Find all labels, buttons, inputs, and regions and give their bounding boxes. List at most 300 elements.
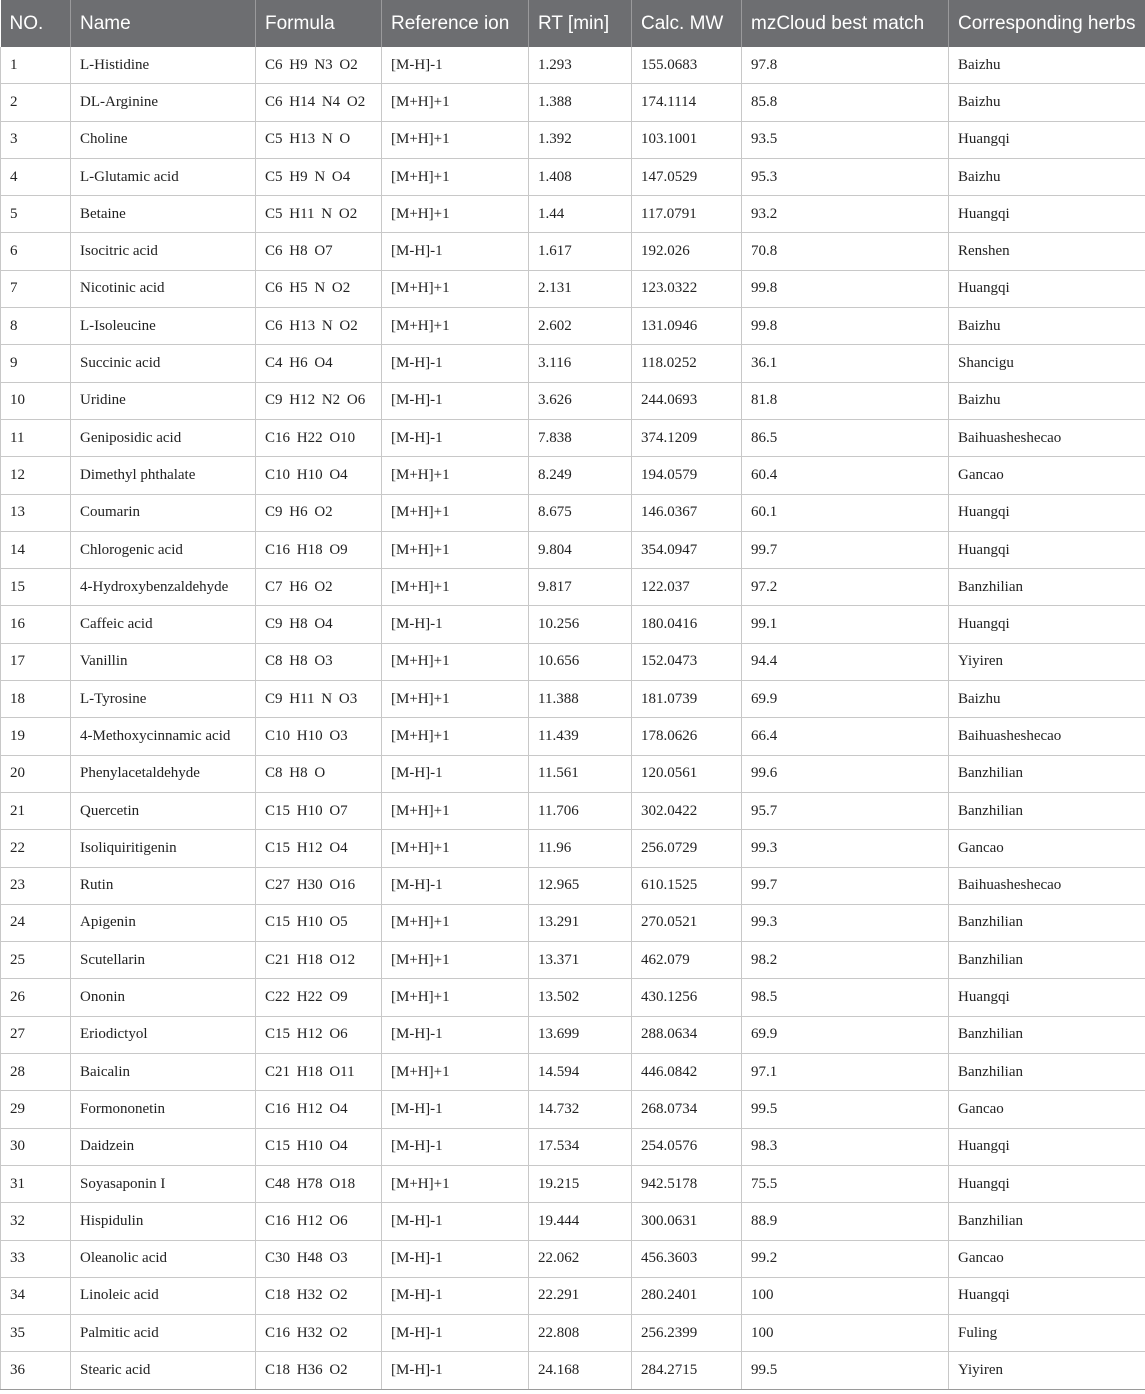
cell-herb: Yiyiren [949, 643, 1145, 680]
cell-herb: Banzhilian [949, 942, 1145, 979]
cell-mzcloud-match: 60.4 [742, 457, 949, 494]
cell-formula: C27 H30 O16 [256, 867, 382, 904]
cell-calc-mw: 942.5178 [632, 1165, 742, 1202]
table-row [1, 1128, 1145, 1165]
cell-name: L-Isoleucine [71, 308, 256, 345]
cell-no: 15 [1, 569, 71, 606]
cell-calc-mw: 181.0739 [632, 681, 742, 718]
cell-calc-mw: 270.0521 [632, 904, 742, 941]
cell-name: L-Glutamic acid [71, 158, 256, 195]
cell-rt: 2.602 [529, 308, 632, 345]
cell-formula: C9 H8 O4 [256, 606, 382, 643]
cell-reference-ion: [M+H]+1 [382, 84, 529, 121]
cell-mzcloud-match: 70.8 [742, 233, 949, 270]
cell-mzcloud-match: 98.5 [742, 979, 949, 1016]
table-row [1, 904, 1145, 941]
table-row [1, 233, 1145, 270]
cell-herb: Fuling [949, 1315, 1145, 1352]
cell-formula: C21 H18 O11 [256, 1054, 382, 1091]
cell-mzcloud-match: 81.8 [742, 382, 949, 419]
cell-formula: C5 H9 N O4 [256, 158, 382, 195]
cell-name: Choline [71, 121, 256, 158]
cell-mzcloud-match: 75.5 [742, 1165, 949, 1202]
cell-mzcloud-match: 99.7 [742, 867, 949, 904]
table-row [1, 569, 1145, 606]
cell-mzcloud-match: 99.8 [742, 270, 949, 307]
cell-calc-mw: 302.0422 [632, 792, 742, 829]
cell-calc-mw: 117.0791 [632, 196, 742, 233]
cell-mzcloud-match: 94.4 [742, 643, 949, 680]
cell-calc-mw: 354.0947 [632, 531, 742, 568]
cell-mzcloud-match: 36.1 [742, 345, 949, 382]
cell-no: 23 [1, 867, 71, 904]
cell-rt: 3.116 [529, 345, 632, 382]
cell-reference-ion: [M+H]+1 [382, 121, 529, 158]
cell-herb: Banzhilian [949, 1016, 1145, 1053]
cell-mzcloud-match: 100 [742, 1315, 949, 1352]
cell-rt: 24.168 [529, 1352, 632, 1389]
cell-reference-ion: [M-H]-1 [382, 345, 529, 382]
cell-calc-mw: 122.037 [632, 569, 742, 606]
table-row [1, 792, 1145, 829]
cell-name: Linoleic acid [71, 1277, 256, 1314]
cell-rt: 22.291 [529, 1277, 632, 1314]
cell-formula: C6 H14 N4 O2 [256, 84, 382, 121]
cell-herb: Gancao [949, 1240, 1145, 1277]
cell-formula: C6 H13 N O2 [256, 308, 382, 345]
cell-calc-mw: 146.0367 [632, 494, 742, 531]
cell-reference-ion: [M-H]-1 [382, 1315, 529, 1352]
cell-name: 4-Hydroxybenzaldehyde [71, 569, 256, 606]
cell-herb: Huangqi [949, 1128, 1145, 1165]
cell-calc-mw: 152.0473 [632, 643, 742, 680]
cell-reference-ion: [M+H]+1 [382, 830, 529, 867]
cell-herb: Baizhu [949, 681, 1145, 718]
cell-mzcloud-match: 100 [742, 1277, 949, 1314]
cell-rt: 19.444 [529, 1203, 632, 1240]
cell-formula: C18 H36 O2 [256, 1352, 382, 1389]
cell-rt: 13.371 [529, 942, 632, 979]
cell-reference-ion: [M+H]+1 [382, 643, 529, 680]
cell-mzcloud-match: 99.5 [742, 1352, 949, 1389]
cell-rt: 1.392 [529, 121, 632, 158]
cell-calc-mw: 456.3603 [632, 1240, 742, 1277]
cell-reference-ion: [M+H]+1 [382, 158, 529, 195]
cell-rt: 14.732 [529, 1091, 632, 1128]
cell-no: 13 [1, 494, 71, 531]
cell-reference-ion: [M-H]-1 [382, 1016, 529, 1053]
cell-name: Palmitic acid [71, 1315, 256, 1352]
table-row [1, 681, 1145, 718]
cell-herb: Huangqi [949, 121, 1145, 158]
cell-name: Eriodictyol [71, 1016, 256, 1053]
cell-name: Hispidulin [71, 1203, 256, 1240]
cell-formula: C10 H10 O3 [256, 718, 382, 755]
cell-name: Dimethyl phthalate [71, 457, 256, 494]
cell-no: 17 [1, 643, 71, 680]
cell-calc-mw: 430.1256 [632, 979, 742, 1016]
cell-no: 34 [1, 1277, 71, 1314]
cell-rt: 3.626 [529, 382, 632, 419]
cell-rt: 8.675 [529, 494, 632, 531]
cell-calc-mw: 120.0561 [632, 755, 742, 792]
cell-no: 14 [1, 531, 71, 568]
cell-herb: Baizhu [949, 308, 1145, 345]
cell-name: Chlorogenic acid [71, 531, 256, 568]
cell-name: Rutin [71, 867, 256, 904]
cell-name: DL-Arginine [71, 84, 256, 121]
cell-calc-mw: 256.0729 [632, 830, 742, 867]
cell-formula: C30 H48 O3 [256, 1240, 382, 1277]
cell-reference-ion: [M-H]-1 [382, 1277, 529, 1314]
table-row [1, 718, 1145, 755]
cell-herb: Banzhilian [949, 1203, 1145, 1240]
cell-formula: C15 H10 O4 [256, 1128, 382, 1165]
table-row [1, 606, 1145, 643]
cell-formula: C9 H11 N O3 [256, 681, 382, 718]
cell-calc-mw: 244.0693 [632, 382, 742, 419]
header-reference-ion: Reference ion [382, 0, 529, 47]
table-row [1, 47, 1145, 84]
cell-herb: Huangqi [949, 1165, 1145, 1202]
cell-formula: C16 H32 O2 [256, 1315, 382, 1352]
cell-mzcloud-match: 95.3 [742, 158, 949, 195]
cell-name: Isoliquiritigenin [71, 830, 256, 867]
cell-mzcloud-match: 69.9 [742, 1016, 949, 1053]
cell-no: 35 [1, 1315, 71, 1352]
cell-reference-ion: [M+H]+1 [382, 494, 529, 531]
cell-name: Apigenin [71, 904, 256, 941]
cell-mzcloud-match: 66.4 [742, 718, 949, 755]
table-row [1, 1352, 1145, 1389]
cell-no: 11 [1, 419, 71, 456]
cell-mzcloud-match: 86.5 [742, 419, 949, 456]
cell-no: 29 [1, 1091, 71, 1128]
cell-reference-ion: [M+H]+1 [382, 1054, 529, 1091]
cell-mzcloud-match: 93.2 [742, 196, 949, 233]
cell-name: Scutellarin [71, 942, 256, 979]
cell-no: 7 [1, 270, 71, 307]
cell-rt: 8.249 [529, 457, 632, 494]
header-name: Name [71, 0, 256, 47]
cell-mzcloud-match: 98.2 [742, 942, 949, 979]
cell-rt: 11.388 [529, 681, 632, 718]
cell-calc-mw: 118.0252 [632, 345, 742, 382]
cell-no: 6 [1, 233, 71, 270]
cell-reference-ion: [M+H]+1 [382, 681, 529, 718]
cell-herb: Huangqi [949, 270, 1145, 307]
header-no: NO. [1, 0, 71, 47]
cell-reference-ion: [M+H]+1 [382, 942, 529, 979]
cell-name: 4-Methoxycinnamic acid [71, 718, 256, 755]
cell-no: 32 [1, 1203, 71, 1240]
cell-rt: 11.706 [529, 792, 632, 829]
cell-formula: C16 H12 O4 [256, 1091, 382, 1128]
cell-calc-mw: 268.0734 [632, 1091, 742, 1128]
cell-no: 36 [1, 1352, 71, 1389]
cell-herb: Huangqi [949, 494, 1145, 531]
table-row [1, 457, 1145, 494]
cell-rt: 9.804 [529, 531, 632, 568]
cell-name: Betaine [71, 196, 256, 233]
cell-calc-mw: 131.0946 [632, 308, 742, 345]
cell-rt: 1.388 [529, 84, 632, 121]
cell-no: 1 [1, 47, 71, 84]
cell-formula: C9 H6 O2 [256, 494, 382, 531]
cell-name: L-Histidine [71, 47, 256, 84]
cell-name: Geniposidic acid [71, 419, 256, 456]
cell-herb: Baihuasheshecao [949, 419, 1145, 456]
cell-formula: C6 H9 N3 O2 [256, 47, 382, 84]
cell-no: 27 [1, 1016, 71, 1053]
cell-no: 28 [1, 1054, 71, 1091]
table-row [1, 84, 1145, 121]
cell-name: Daidzein [71, 1128, 256, 1165]
cell-calc-mw: 288.0634 [632, 1016, 742, 1053]
cell-no: 16 [1, 606, 71, 643]
cell-no: 21 [1, 792, 71, 829]
cell-rt: 13.291 [529, 904, 632, 941]
cell-herb: Baizhu [949, 382, 1145, 419]
cell-formula: C7 H6 O2 [256, 569, 382, 606]
cell-reference-ion: [M+H]+1 [382, 904, 529, 941]
cell-mzcloud-match: 69.9 [742, 681, 949, 718]
cell-herb: Banzhilian [949, 569, 1145, 606]
cell-reference-ion: [M+H]+1 [382, 196, 529, 233]
table-row [1, 419, 1145, 456]
table-row [1, 979, 1145, 1016]
cell-no: 12 [1, 457, 71, 494]
cell-mzcloud-match: 95.7 [742, 792, 949, 829]
cell-no: 33 [1, 1240, 71, 1277]
cell-formula: C8 H8 O3 [256, 643, 382, 680]
cell-herb: Gancao [949, 830, 1145, 867]
cell-herb: Huangqi [949, 606, 1145, 643]
cell-mzcloud-match: 88.9 [742, 1203, 949, 1240]
cell-rt: 13.699 [529, 1016, 632, 1053]
cell-reference-ion: [M+H]+1 [382, 457, 529, 494]
cell-calc-mw: 194.0579 [632, 457, 742, 494]
cell-reference-ion: [M-H]-1 [382, 1203, 529, 1240]
cell-calc-mw: 147.0529 [632, 158, 742, 195]
cell-calc-mw: 280.2401 [632, 1277, 742, 1314]
cell-formula: C15 H10 O5 [256, 904, 382, 941]
cell-formula: C15 H12 O4 [256, 830, 382, 867]
cell-rt: 1.293 [529, 47, 632, 84]
table-row [1, 1016, 1145, 1053]
cell-reference-ion: [M-H]-1 [382, 233, 529, 270]
cell-no: 9 [1, 345, 71, 382]
header-row [1, 0, 1145, 47]
cell-reference-ion: [M+H]+1 [382, 308, 529, 345]
cell-formula: C21 H18 O12 [256, 942, 382, 979]
cell-reference-ion: [M+H]+1 [382, 979, 529, 1016]
cell-rt: 11.96 [529, 830, 632, 867]
table-row [1, 345, 1145, 382]
cell-no: 26 [1, 979, 71, 1016]
cell-mzcloud-match: 93.5 [742, 121, 949, 158]
cell-mzcloud-match: 97.1 [742, 1054, 949, 1091]
cell-herb: Baizhu [949, 84, 1145, 121]
table-row [1, 1277, 1145, 1314]
table-row [1, 270, 1145, 307]
cell-rt: 1.408 [529, 158, 632, 195]
cell-reference-ion: [M+H]+1 [382, 1165, 529, 1202]
cell-calc-mw: 610.1525 [632, 867, 742, 904]
cell-herb: Huangqi [949, 196, 1145, 233]
cell-reference-ion: [M-H]-1 [382, 382, 529, 419]
cell-reference-ion: [M+H]+1 [382, 569, 529, 606]
cell-reference-ion: [M+H]+1 [382, 270, 529, 307]
cell-formula: C8 H8 O [256, 755, 382, 792]
cell-formula: C10 H10 O4 [256, 457, 382, 494]
cell-calc-mw: 284.2715 [632, 1352, 742, 1389]
cell-no: 2 [1, 84, 71, 121]
cell-rt: 11.561 [529, 755, 632, 792]
cell-rt: 10.656 [529, 643, 632, 680]
cell-rt: 12.965 [529, 867, 632, 904]
table-row [1, 755, 1145, 792]
table-row [1, 643, 1145, 680]
cell-herb: Huangqi [949, 1277, 1145, 1314]
cell-calc-mw: 103.1001 [632, 121, 742, 158]
cell-no: 22 [1, 830, 71, 867]
cell-no: 20 [1, 755, 71, 792]
cell-rt: 10.256 [529, 606, 632, 643]
cell-formula: C18 H32 O2 [256, 1277, 382, 1314]
cell-herb: Huangqi [949, 531, 1145, 568]
cell-herb: Gancao [949, 1091, 1145, 1128]
cell-reference-ion: [M-H]-1 [382, 1128, 529, 1165]
cell-reference-ion: [M+H]+1 [382, 718, 529, 755]
cell-formula: C48 H78 O18 [256, 1165, 382, 1202]
cell-herb: Baihuasheshecao [949, 867, 1145, 904]
cell-name: Formononetin [71, 1091, 256, 1128]
cell-reference-ion: [M-H]-1 [382, 419, 529, 456]
table-row [1, 1203, 1145, 1240]
cell-name: Caffeic acid [71, 606, 256, 643]
cell-mzcloud-match: 99.2 [742, 1240, 949, 1277]
cell-rt: 7.838 [529, 419, 632, 456]
table-row [1, 382, 1145, 419]
table-row [1, 1054, 1145, 1091]
cell-herb: Banzhilian [949, 792, 1145, 829]
cell-name: Baicalin [71, 1054, 256, 1091]
cell-reference-ion: [M+H]+1 [382, 531, 529, 568]
cell-no: 19 [1, 718, 71, 755]
cell-herb: Renshen [949, 233, 1145, 270]
table-row [1, 1091, 1145, 1128]
cell-name: Ononin [71, 979, 256, 1016]
cell-formula: C16 H18 O9 [256, 531, 382, 568]
cell-rt: 22.062 [529, 1240, 632, 1277]
cell-mzcloud-match: 97.8 [742, 47, 949, 84]
cell-reference-ion: [M-H]-1 [382, 606, 529, 643]
cell-no: 4 [1, 158, 71, 195]
cell-mzcloud-match: 99.8 [742, 308, 949, 345]
cell-mzcloud-match: 99.5 [742, 1091, 949, 1128]
cell-reference-ion: [M-H]-1 [382, 1352, 529, 1389]
cell-herb: Shancigu [949, 345, 1145, 382]
cell-rt: 1.44 [529, 196, 632, 233]
cell-mzcloud-match: 99.3 [742, 830, 949, 867]
cell-no: 25 [1, 942, 71, 979]
cell-formula: C9 H12 N2 O6 [256, 382, 382, 419]
header-rt: RT [min] [529, 0, 632, 47]
header-mzcloud-match: mzCloud best match [742, 0, 949, 47]
table-row [1, 1315, 1145, 1352]
cell-formula: C5 H11 N O2 [256, 196, 382, 233]
cell-rt: 2.131 [529, 270, 632, 307]
table-row [1, 1165, 1145, 1202]
cell-formula: C5 H13 N O [256, 121, 382, 158]
cell-rt: 17.534 [529, 1128, 632, 1165]
table-row [1, 494, 1145, 531]
cell-rt: 1.617 [529, 233, 632, 270]
cell-mzcloud-match: 99.3 [742, 904, 949, 941]
table-row [1, 942, 1145, 979]
cell-name: Uridine [71, 382, 256, 419]
cell-name: Coumarin [71, 494, 256, 531]
cell-herb: Banzhilian [949, 904, 1145, 941]
cell-name: Soyasaponin I [71, 1165, 256, 1202]
cell-rt: 9.817 [529, 569, 632, 606]
table-row [1, 1240, 1145, 1277]
cell-calc-mw: 300.0631 [632, 1203, 742, 1240]
cell-name: Phenylacetaldehyde [71, 755, 256, 792]
cell-mzcloud-match: 85.8 [742, 84, 949, 121]
cell-name: Quercetin [71, 792, 256, 829]
cell-calc-mw: 123.0322 [632, 270, 742, 307]
cell-reference-ion: [M-H]-1 [382, 1091, 529, 1128]
cell-reference-ion: [M-H]-1 [382, 867, 529, 904]
header-calc-mw: Calc. MW [632, 0, 742, 47]
cell-no: 3 [1, 121, 71, 158]
cell-calc-mw: 192.026 [632, 233, 742, 270]
cell-formula: C22 H22 O9 [256, 979, 382, 1016]
cell-reference-ion: [M+H]+1 [382, 792, 529, 829]
cell-no: 31 [1, 1165, 71, 1202]
table-row [1, 531, 1145, 568]
cell-herb: Baizhu [949, 47, 1145, 84]
cell-no: 8 [1, 308, 71, 345]
cell-herb: Yiyiren [949, 1352, 1145, 1389]
cell-mzcloud-match: 99.1 [742, 606, 949, 643]
cell-name: L-Tyrosine [71, 681, 256, 718]
cell-rt: 19.215 [529, 1165, 632, 1202]
cell-reference-ion: [M-H]-1 [382, 1240, 529, 1277]
cell-calc-mw: 180.0416 [632, 606, 742, 643]
cell-reference-ion: [M-H]-1 [382, 47, 529, 84]
table-header [1, 0, 1145, 47]
cell-formula: C6 H8 O7 [256, 233, 382, 270]
cell-calc-mw: 155.0683 [632, 47, 742, 84]
cell-mzcloud-match: 98.3 [742, 1128, 949, 1165]
cell-herb: Banzhilian [949, 755, 1145, 792]
cell-calc-mw: 174.1114 [632, 84, 742, 121]
cell-herb: Baihuasheshecao [949, 718, 1145, 755]
cell-calc-mw: 374.1209 [632, 419, 742, 456]
header-corresponding-herbs: Corresponding herbs [949, 0, 1145, 47]
cell-name: Stearic acid [71, 1352, 256, 1389]
cell-rt: 11.439 [529, 718, 632, 755]
cell-name: Vanillin [71, 643, 256, 680]
cell-formula: C15 H10 O7 [256, 792, 382, 829]
header-formula: Formula [256, 0, 382, 47]
cell-mzcloud-match: 60.1 [742, 494, 949, 531]
cell-calc-mw: 256.2399 [632, 1315, 742, 1352]
cell-rt: 22.808 [529, 1315, 632, 1352]
